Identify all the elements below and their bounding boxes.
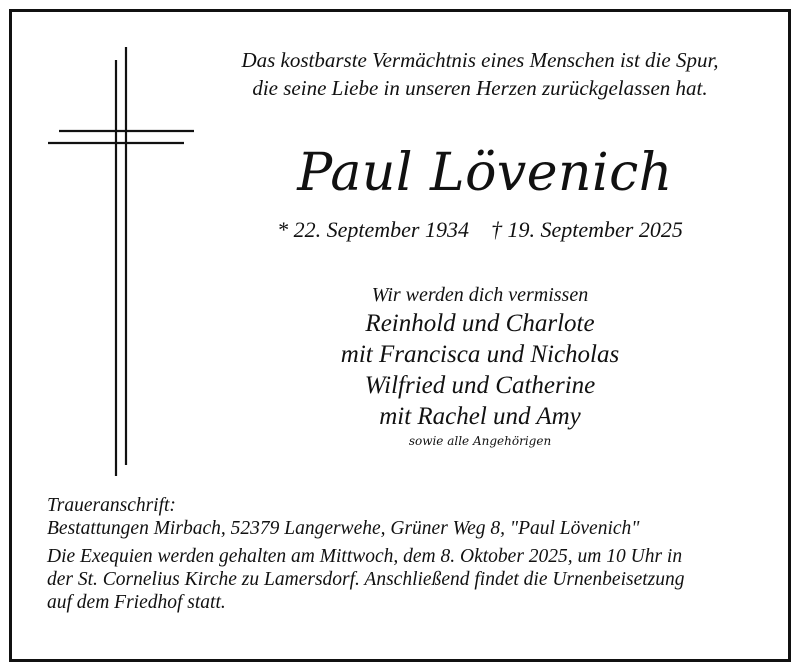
life-dates [230,216,730,244]
service-line-2: der St. Cornelius Kirche zu Lamersdorf. Anschließend findet die Urnenbeisetzung [47,569,685,590]
deceased-name: Paul Lövenich [297,143,673,203]
mourner-line: mit Francisca und Nicholas [340,341,620,368]
quote-line-2: die seine Liebe in unseren Herzen zurückgelassen hat. [252,76,708,100]
mourners-others: sowie alle Angehörigen [408,434,552,448]
address-label: Traueranschrift: [47,495,176,516]
mourner-line: mit Rachel und Amy [379,403,581,430]
service-line-1: Die Exequien werden gehalten am Mittwoch, dem 8. Oktober 2025, um 10 Uhr in [47,546,683,567]
mourner-line: Reinhold und Charlote [365,310,595,337]
service-line-3: auf dem Friedhof statt. [47,592,226,613]
mourners-lead: Wir werden dich vermissen [371,284,589,306]
memorial-quote [190,46,770,102]
mourner-line: Wilfried und Catherine [364,372,596,399]
birth-date: * 22. September 1934 [277,217,469,242]
mourners-block [230,282,730,450]
quote-line-1: Das kostbarste Vermächtnis eines Menschen ist die Spur, [241,48,719,72]
death-date: † 19. September 2025 [491,217,683,242]
address-text: Bestattungen Mirbach, 52379 Langerwehe, Grüner Weg 8, "Paul Lövenich" [47,518,640,539]
notice-footer [47,494,767,614]
